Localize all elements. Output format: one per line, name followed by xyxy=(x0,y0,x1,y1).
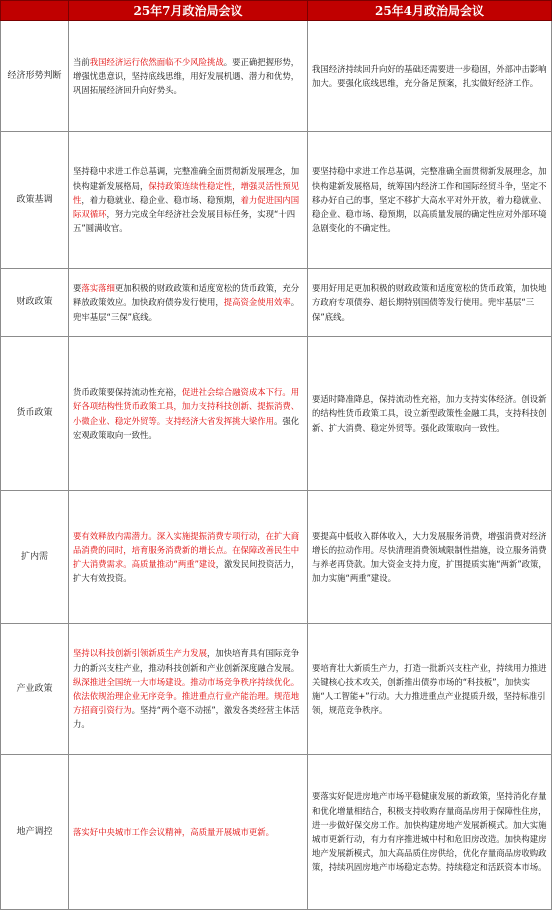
text-segment: 。强化宏观政策取向一致性。 xyxy=(73,415,300,440)
text-segment: ，着力稳就业、稳企业、稳市场、稳预期， xyxy=(81,194,241,205)
cell-april-monetary-policy xyxy=(308,337,552,491)
row-label-economic-assessment: 经济形势判断 xyxy=(1,21,69,132)
row-policy-tone xyxy=(1,132,552,269)
header-july-meeting: 25年7月政治局会议 xyxy=(69,1,308,21)
row-label-monetary-policy: 货币政策 xyxy=(1,337,69,491)
row-real-estate xyxy=(1,755,552,910)
text-segment: ，激发民间投资活力，扩大有效投资。 xyxy=(73,559,300,584)
cell-july-policy-tone xyxy=(69,132,308,269)
row-label-domestic-demand: 扩内需 xyxy=(1,491,69,624)
cell-july-economic-assessment xyxy=(69,21,308,132)
cell-july-industrial-policy xyxy=(69,624,308,755)
cell-april-industrial-policy xyxy=(308,624,552,755)
text-segment: 。坚持“两个毫不动摇”，激发各类经营主体活力。 xyxy=(73,705,300,730)
row-label-policy-tone: 政策基调 xyxy=(1,132,69,269)
highlighted-text-segment: 纵深推进全国统一大市场建设。推动市场竞争秩序持续优化。依法依规治理企业无序竞争。推进重点行业产能治理。规范地方招商引资行为 xyxy=(73,676,300,716)
highlighted-text-segment: 坚持以科技创新引领新质生产力发展 xyxy=(73,648,207,659)
highlighted-text-segment: 落实落细 xyxy=(81,283,115,294)
text-segment: 我国经济持续回升向好的基础还需要进一步稳固，外部冲击影响加大。要强化底线思维，充分备足预案，扎实做好经济工作。 xyxy=(312,63,547,88)
highlighted-text-segment: 要有效释放内需潜力。深入实施提振消费专项行动，在扩大商品消费的同时，培育服务消费新的增长点。在保障改善民生中扩大消费需求。高质量推动“两重”建设 xyxy=(73,530,300,569)
text-segment: 。要正确把握形势，增强忧患意识，坚持底线思维，用好发展机遇、潜力和优势，巩固拓展经济回升向好势头。 xyxy=(73,56,300,96)
header-april-meeting: 25年4月政治局会议 xyxy=(308,1,552,21)
text-segment: 要提高中低收入群体收入，大力发展服务消费，增强消费对经济增长的拉动作用。尽快清理消费领域限制性措施，设立服务消费与养老再贷款。加大资金支持力度，扩围提质实施“两新”政策，加力实施“两重”建设。 xyxy=(312,530,547,584)
highlighted-text-segment: 我国经济运行依然面临不少风险挑战 xyxy=(89,56,224,67)
cell-july-monetary-policy xyxy=(69,337,308,491)
cell-april-economic-assessment xyxy=(308,21,552,132)
highlighted-text-segment: 着力促进国内国际双循环 xyxy=(73,194,300,220)
header-corner-cell xyxy=(1,1,69,21)
row-fiscal-policy xyxy=(1,269,552,337)
row-label-industrial-policy: 产业政策 xyxy=(1,624,69,755)
row-industrial-policy xyxy=(1,624,552,755)
text-segment: 货币政策要保持流动性充裕， xyxy=(73,387,182,398)
highlighted-text-segment: 提高资金使用效率 xyxy=(223,297,291,308)
row-label-real-estate: 地产调控 xyxy=(1,755,69,910)
cell-april-real-estate xyxy=(308,755,552,910)
text-segment: 要培育壮大新质生产力，打造一批新兴支柱产业，持续用力推进关键核心技术攻关，创新推出债券市场的“科技板”，加快实施“人工智能+”行动。大力推进重点产业提质升级，坚持标准引领，规范竞争秩序。 xyxy=(312,662,547,716)
text-segment: 坚持稳中求进工作总基调，完整准确全面贯彻新发展理念，加快构建新发展格局， xyxy=(73,166,300,191)
text-segment: 要 xyxy=(73,283,82,294)
header-row xyxy=(1,1,552,21)
text-segment: 当前 xyxy=(73,56,90,67)
text-segment: ，加快培育具有国际竞争力的新兴支柱产业，推动科技创新和产业创新深度融合发展。 xyxy=(73,648,300,673)
text-segment: ，努力完成全年经济社会发展目标任务，实现“十四五”圆满收官。 xyxy=(73,209,296,234)
text-segment: 要用好用足更加积极的财政政策和适度宽松的货币政策，加快地方政府专项债券、超长期特别国债等发行使用。兜牢基层“三保”底线。 xyxy=(312,283,547,322)
cell-april-fiscal-policy xyxy=(308,269,552,337)
cell-july-fiscal-policy xyxy=(69,269,308,337)
text-segment: 要落实好促进房地产市场平稳健康发展的新政策，坚持消化存量和优化增量相结合，积极支持收购存量商品房用于保障性住房，进一步做好保交房工作。加快构建房地产发展新模式。加大实施城市更新行动，有力有序推进城中村和危旧房改造。加快构建房地产发展新模式，加大高品质住房供给，优化存量商品房收购政策，持续巩固房地产市场稳定态势。持续稳定和活跃资本市场。 xyxy=(312,791,547,873)
row-label-fiscal-policy: 财政政策 xyxy=(1,269,69,337)
highlighted-text-segment: 落实好中央城市工作会议精神，高质量开展城市更新。 xyxy=(73,826,274,837)
cell-april-policy-tone xyxy=(308,132,552,269)
highlighted-text-segment: 促进社会综合融资成本下行。用好各项结构性货币政策工具，加力支持科技创新、提振消费、小微企业、稳定外贸等。支持经济大省发挥挑大梁作用 xyxy=(73,387,300,426)
text-segment: 要适时降准降息，保持流动性充裕，加力支持实体经济。创设新的结构性货币政策工具，设立新型政策性金融工具，支持科技创新、扩大消费、稳定外贸等。强化政策取向一致性。 xyxy=(312,394,547,433)
highlighted-text-segment: 保持政策连续性稳定性，增强灵活性预见性 xyxy=(73,180,300,205)
row-domestic-demand xyxy=(1,491,552,624)
cell-july-real-estate xyxy=(69,755,308,910)
text-segment: 更加积极的财政政策和适度宽松的货币政策，充分释放政策效应。加快政府债券发行使用， xyxy=(73,283,300,308)
text-segment: 。兜牢基层“三保”底线。 xyxy=(73,297,300,322)
cell-april-domestic-demand xyxy=(308,491,552,624)
row-monetary-policy xyxy=(1,337,552,491)
text-segment: 要坚持稳中求进工作总基调，完整准确全面贯彻新发展理念，加快构建新发展格局，统筹国内经济工作和国际经贸斗争，坚定不移办好自己的事，坚定不移扩大高水平对外开放，着力稳就业、稳企业、稳市场、稳预期，以高质量发展的确定性应对外部环境急剧变化的不确定性。 xyxy=(312,166,547,234)
row-economic-assessment xyxy=(1,21,552,132)
cell-july-domestic-demand xyxy=(69,491,308,624)
